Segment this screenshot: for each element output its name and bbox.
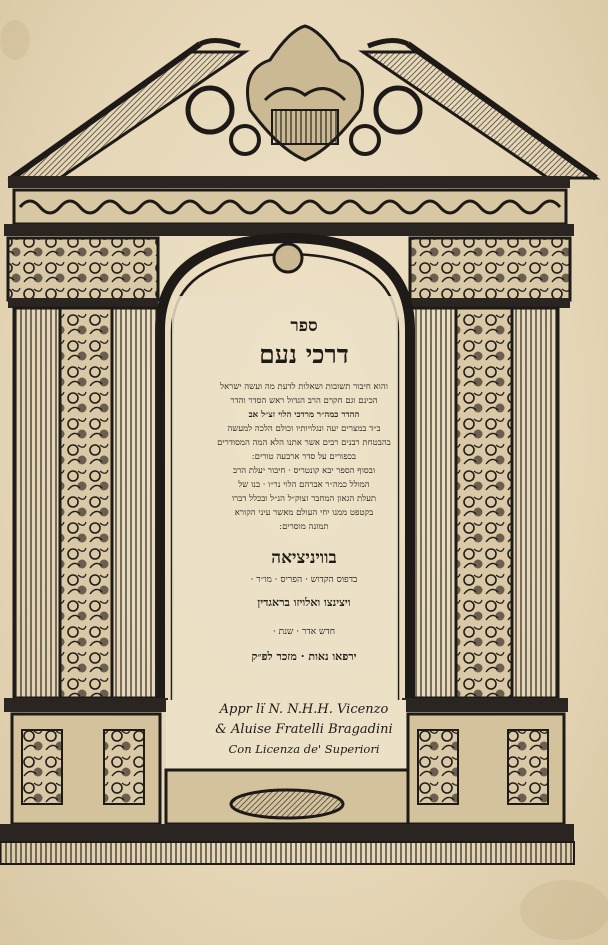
body-line: ההדר כמה״ר מרדכי הלוי זצ״ל אב [248, 410, 360, 420]
body-line: בכפורים על סדר ארבעה טורים ׃ [251, 452, 357, 462]
pediment [12, 26, 596, 178]
city-name: בוויניציאה [271, 548, 337, 568]
body-line: והוא חיבור תשובות ושאלות לדעת מה ועשה ישראל [220, 382, 388, 392]
press-line: בדפוס הקדוש · הפריס · מו״ר · [250, 575, 358, 585]
latin-imprint-line1: Appr lï N. N.H.H. Vicenzo [219, 702, 389, 717]
year-line: חדש אדר · שנת · [272, 627, 336, 637]
body-line: תעלת הגאון המחבר זצוק״ל הנ״ל ובכלל דברו [231, 494, 377, 504]
body-line: תמונה מוסרים ׃ [279, 522, 329, 532]
body-line: בהבטחת רבנים רבים אשר אתנו הלא המה המסודרים [217, 438, 391, 448]
body-line: בקטפט ממנו יחי העולם מאשר עיני הקורא [234, 508, 374, 518]
printers-line: ויצינצו ואלויזו בראגדין [257, 596, 351, 609]
entablature [4, 176, 574, 236]
latin-imprint-line3: Con Licenza de' Superiori [228, 742, 380, 756]
title-small: ספר [290, 316, 318, 336]
body-line: המולל כמה״ר אברהם הלוי נר״ו · בנו של [238, 480, 370, 490]
latin-imprint-line2: & Aluise Fratelli Bragadini [215, 722, 393, 737]
body-line: הכינם וגם חקרם הרב הגדול ראש הסדר והדר [230, 396, 378, 406]
body-line: ב״ד במצרים יעה ונגלויותיו וכולם הלכה למעשה [227, 424, 381, 434]
body-line: ובסוף הספר יבא קונטריס · חיבור יעלת הרב [232, 466, 375, 476]
body-text [0, 380, 608, 534]
chronogram-line: ירפאו נאות · מזכר לפ״ק [251, 650, 357, 663]
title-main: דרכי נעם [259, 340, 349, 369]
mask-keystone [274, 244, 302, 272]
